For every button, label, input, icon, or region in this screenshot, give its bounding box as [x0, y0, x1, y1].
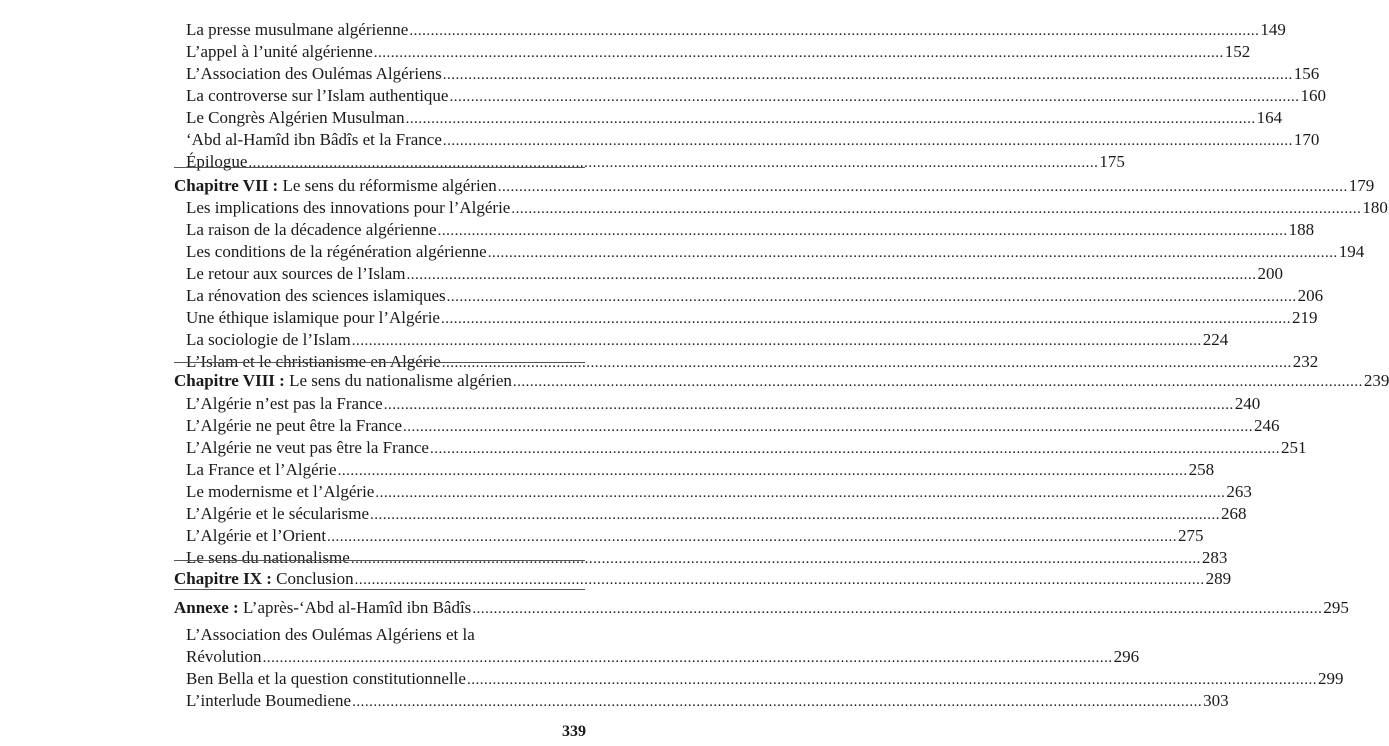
toc-entry [186, 86, 1326, 107]
toc-leader-dots: ........................................................................................................................................................................................................ [406, 267, 1257, 283]
toc-page-number: 240 [1234, 394, 1261, 413]
toc-page-number: 152 [1224, 42, 1251, 61]
toc-page-number: 232 [1292, 352, 1319, 371]
toc-chapter-entry [174, 598, 1349, 619]
toc-chapter-entry [174, 569, 1232, 590]
toc-page-number: 275 [1178, 526, 1204, 545]
toc-leader-dots: ........................................................................................................................................................................................................ [383, 397, 1234, 413]
toc-entry [186, 42, 1251, 63]
toc-entry [186, 308, 1318, 329]
toc-page-number: 303 [1203, 691, 1229, 710]
toc-page-number: 296 [1113, 647, 1140, 666]
toc-page-number: 219 [1291, 308, 1318, 327]
toc-entry-title: Épilogue [186, 152, 248, 171]
toc-chapter-label: Annexe : [174, 598, 239, 617]
toc-entry-title [174, 176, 497, 196]
toc-page-number: 295 [1323, 598, 1349, 617]
toc-entry [186, 20, 1286, 41]
toc-entry-title: L’Algérie ne peut être la France [186, 416, 403, 435]
toc-entry-title: La controverse sur l’Islam authentique [186, 86, 449, 105]
toc-entry [186, 198, 1388, 219]
toc-leader-dots: ........................................................................................................................................................................................................ [337, 463, 1188, 479]
toc-entry [186, 625, 583, 645]
toc-leader-dots: ........................................................................................................................................................................................................ [437, 223, 1288, 239]
toc-page-number: 283 [1201, 548, 1228, 567]
toc-leader-dots: ........................................................................................................................................................................................................ [350, 551, 1201, 567]
toc-page-number: 200 [1257, 264, 1283, 283]
toc-leader-dots: ........................................................................................................................................................................................................ [441, 355, 1292, 371]
toc-leader-dots: ........................................................................................................................................................................................................ [511, 201, 1362, 217]
toc-entry-title: Les implications des innovations pour l’Algérie [186, 198, 511, 217]
toc-leader-dots: ........................................................................................................................................................................................................ [429, 441, 1280, 457]
toc-entry-title [174, 371, 512, 391]
toc-entry-title: L’appel à l’unité algérienne [186, 42, 373, 61]
toc-page-number: 175 [1099, 152, 1125, 171]
toc-page-number: 206 [1297, 286, 1324, 305]
toc-chapter-entry [174, 371, 1389, 392]
toc-page-number: 289 [1205, 569, 1232, 588]
toc-entry [186, 242, 1365, 263]
toc-entry-title: L’interlude Boumediene [186, 691, 352, 710]
section-divider [174, 560, 585, 561]
toc-entry [186, 548, 1228, 569]
toc-page-number: 179 [1348, 176, 1375, 195]
toc-leader-dots: ........................................................................................................................................................................................................ [466, 672, 1317, 688]
toc-entry-title: La France et l’Algérie [186, 460, 337, 479]
toc-chapter-label: Chapitre VII : [174, 176, 279, 195]
toc-entry [186, 108, 1283, 129]
toc-entry-title [174, 569, 354, 589]
toc-chapter-label: Chapitre VIII : [174, 371, 285, 390]
toc-leader-dots: ........................................................................................................................................................................................................ [409, 23, 1260, 39]
page-number: 339 [562, 723, 586, 740]
toc-entry-title: Le sens du nationalisme [186, 548, 350, 567]
toc-entry-title: L’Algérie et l’Orient [186, 526, 327, 545]
toc-page-number: 258 [1188, 460, 1215, 479]
toc-entry-title: L’Islam et le christianisme en Algérie [186, 352, 441, 371]
toc-entry-title: L’Association des Oulémas Algériens [186, 64, 442, 83]
toc-leader-dots: ........................................................................................................................................................................................................ [262, 650, 1113, 666]
toc-leader-dots: ........................................................................................................................................................................................................ [487, 245, 1338, 261]
toc-entry [186, 691, 1229, 712]
toc-entry [186, 438, 1307, 459]
toc-entry-title: La sociologie de l’Islam [186, 330, 351, 349]
toc-leader-dots: ........................................................................................................................................................................................................ [403, 419, 1254, 435]
toc-leader-dots: ........................................................................................................................................................................................................ [370, 507, 1220, 523]
section-divider [174, 362, 585, 363]
toc-entry-title: Les conditions de la régénération algérienne [186, 242, 487, 261]
toc-entry [186, 504, 1247, 525]
toc-leader-dots: ........................................................................................................................................................................................................ [351, 333, 1202, 349]
toc-page-number: 194 [1338, 242, 1365, 261]
toc-page-number: 268 [1221, 504, 1247, 523]
toc-leader-dots: ........................................................................................................................................................................................................ [354, 572, 1205, 588]
toc-entry [186, 330, 1229, 351]
toc-chapter-title: Le sens du réformisme algérien [278, 176, 497, 195]
toc-leader-dots: ........................................................................................................................................................................................................ [375, 485, 1226, 501]
toc-entry [186, 264, 1283, 285]
toc-entry-title: Le Congrès Algérien Musulman [186, 108, 405, 127]
toc-entry-title: La raison de la décadence algérienne [186, 220, 437, 239]
toc-entry [186, 394, 1261, 415]
toc-page-number: 149 [1260, 20, 1286, 39]
toc-page-number: 299 [1317, 669, 1344, 688]
section-divider [174, 589, 585, 590]
toc-leader-dots: ........................................................................................................................................................................................................ [497, 179, 1348, 195]
toc-entry [186, 526, 1204, 547]
toc-entry-title: L’Algérie et le sécularisme [186, 504, 369, 523]
toc-page-number: 164 [1256, 108, 1283, 127]
toc-entry-title: Révolution [186, 647, 262, 666]
toc-entry [186, 130, 1320, 151]
toc-leader-dots: ........................................................................................................................................................................................................ [442, 133, 1293, 149]
toc-entry-title: Ben Bella et la question constitutionnelle [186, 669, 466, 688]
toc-leader-dots: ........................................................................................................................................................................................................ [373, 45, 1224, 61]
toc-leader-dots: ........................................................................................................................................................................................................ [446, 289, 1297, 305]
toc-entry [186, 416, 1280, 437]
toc-chapter-title: Conclusion [271, 569, 354, 588]
toc-page-number: 263 [1226, 482, 1252, 501]
toc-entry [186, 647, 1140, 668]
toc-entry [186, 220, 1315, 241]
toc-entry-title: La presse musulmane algérienne [186, 20, 409, 39]
toc-entry-title: Une éthique islamique pour l’Algérie [186, 308, 440, 327]
section-divider [174, 167, 585, 168]
toc-chapter-title: Le sens du nationalisme algérien [284, 371, 512, 390]
toc-entry-title: La rénovation des sciences islamiques [186, 286, 446, 305]
toc-leader-dots: ........................................................................................................................................................................................................ [352, 694, 1203, 710]
toc-leader-dots: ........................................................................................................................................................................................................ [405, 111, 1256, 127]
toc-page-number: 156 [1293, 64, 1320, 83]
toc-page-number: 180 [1362, 198, 1388, 217]
toc-entry-title: Le modernisme et l’Algérie [186, 482, 375, 501]
toc-entry [186, 64, 1320, 85]
toc-page-number: 188 [1288, 220, 1315, 239]
toc-entry [186, 482, 1252, 503]
toc-page-number: 170 [1293, 130, 1320, 149]
toc-page-number: 160 [1300, 86, 1326, 105]
toc-entry-title: Le retour aux sources de l’Islam [186, 264, 406, 283]
toc-chapter-entry [174, 176, 1375, 197]
toc-leader-dots: ........................................................................................................................................................................................................ [449, 89, 1300, 105]
toc-page-number: 251 [1280, 438, 1307, 457]
toc-leader-dots: ........................................................................................................................................................................................................ [327, 529, 1178, 545]
toc-chapter-title: L’après-‘Abd al-Hamîd ibn Bâdîs [238, 598, 472, 617]
toc-leader-dots: ........................................................................................................................................................................................................ [442, 67, 1293, 83]
toc-entry [186, 669, 1344, 690]
toc-entry-title: ‘Abd al-Hamîd ibn Bâdîs et la France [186, 130, 442, 149]
toc-page-number: 246 [1254, 416, 1280, 435]
toc-entry-title: L’Algérie n’est pas la France [186, 394, 383, 413]
toc-entry-title [174, 598, 471, 618]
toc-entry [186, 152, 1125, 173]
toc-entry [186, 286, 1324, 307]
toc-leader-dots: ........................................................................................................................................................................................................ [440, 311, 1291, 327]
toc-page-number: 224 [1202, 330, 1229, 349]
toc-leader-dots: ........................................................................................................................................................................................................ [472, 601, 1323, 617]
toc-leader-dots: ........................................................................................................................................................................................................ [248, 155, 1099, 171]
toc-entry [186, 460, 1215, 481]
toc-chapter-label: Chapitre IX : [174, 569, 272, 588]
toc-entry-title: L’Association des Oulémas Algériens et la [186, 625, 475, 644]
toc-entry-title: L’Algérie ne veut pas être la France [186, 438, 429, 457]
toc-leader-dots: ........................................................................................................................................................................................................ [512, 374, 1363, 390]
toc-page-number: 239 [1363, 371, 1389, 390]
